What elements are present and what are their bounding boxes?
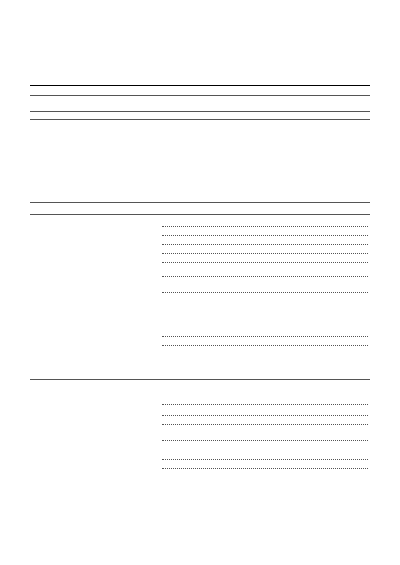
row-value — [162, 415, 368, 416]
row-divider — [30, 202, 370, 203]
title-underline — [30, 85, 370, 86]
row-divider — [30, 111, 370, 112]
row-value — [162, 404, 368, 405]
row-value — [162, 424, 368, 425]
row-value — [162, 262, 368, 263]
row-value — [162, 292, 368, 293]
row-divider — [30, 95, 370, 96]
row-value — [162, 235, 368, 236]
row-divider — [30, 379, 370, 380]
row-value — [162, 276, 368, 277]
row-value — [162, 459, 368, 460]
row-value — [162, 336, 368, 337]
row-divider — [30, 119, 370, 120]
row-divider — [30, 214, 370, 215]
row-value — [162, 440, 368, 441]
row-value — [162, 226, 368, 227]
row-value — [162, 468, 368, 469]
row-value — [162, 345, 368, 346]
row-value — [162, 244, 368, 245]
row-value — [162, 253, 368, 254]
